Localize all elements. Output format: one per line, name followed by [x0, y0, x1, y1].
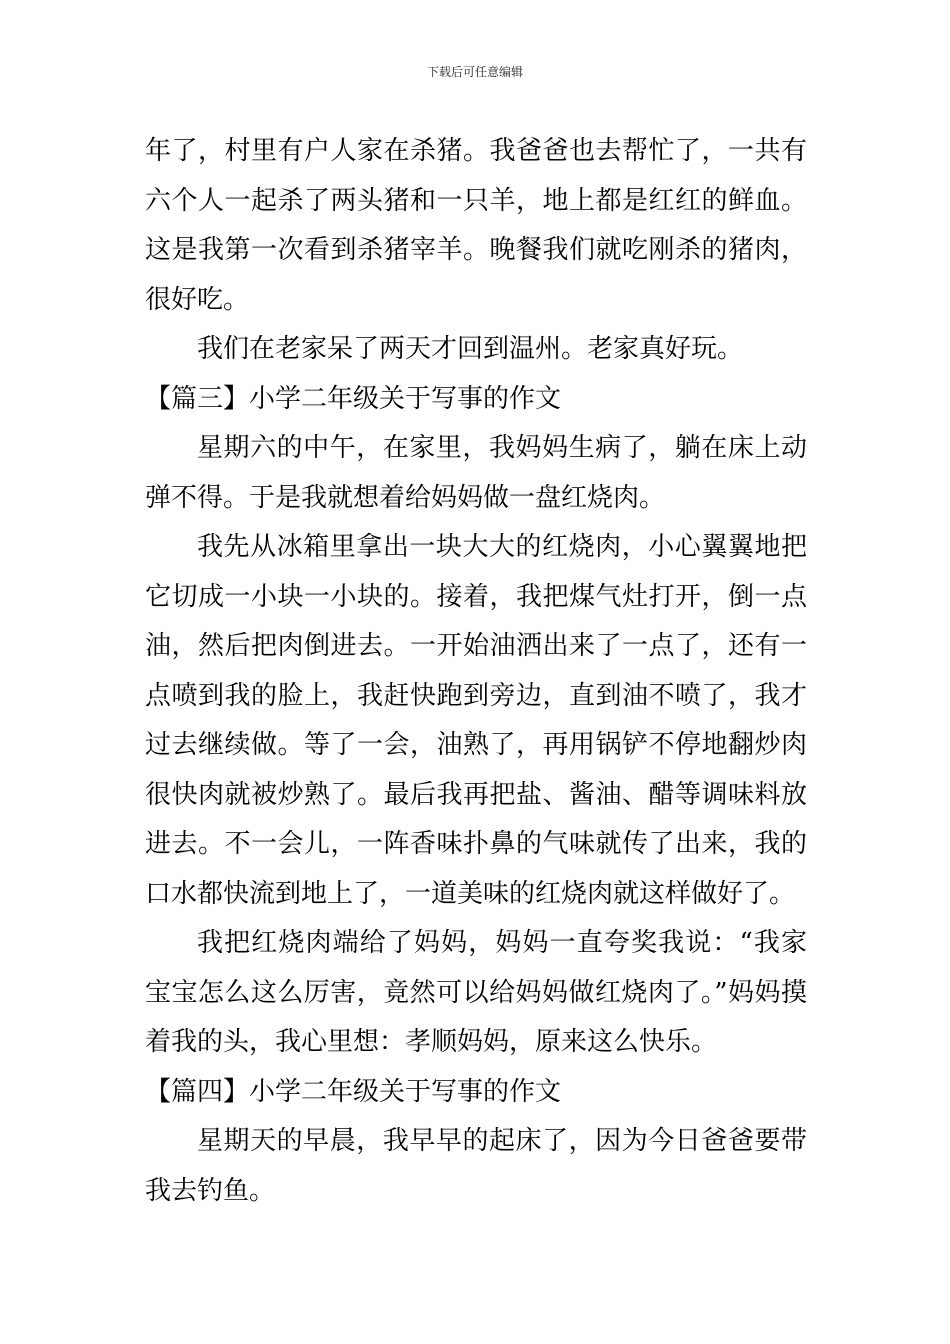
paragraph-1: 年了，村里有户人家在杀猪。我爸爸也去帮忙了，一共有六个人一起杀了两头猪和一只羊，地上都是红红的鲜血。这是我第一次看到杀猪宰羊。晚餐我们就吃刚杀的猪肉，很好吃。	[145, 136, 807, 315]
document-body	[145, 127, 807, 1216]
paragraph-2: 我们在老家呆了两天才回到温州。老家真好玩。	[197, 334, 744, 364]
section-heading-4: 【篇四】小学二年级关于写事的作文	[145, 1076, 562, 1107]
page-header: 下载后可任意编辑	[426, 65, 523, 79]
paragraph-6: 星期天的早晨，我早早的起床了，因为今日爸爸要带我去钓鱼。	[145, 1126, 807, 1206]
paragraph-4: 我先从冰箱里拿出一块大大的红烧肉，小心翼翼地把它切成一小块一小块的。接着，我把煤气灶打开，倒一点油，然后把肉倒进去。一开始油洒出来了一点了，还有一点喷到我的脸上，我赶快跑到旁边，直到油不喷了，我才过去继续做。等了一会，油熟了，再用锅铲不停地翻炒肉很快肉就被炒熟了。最后我再把盐、酱油、醋等调味料放进去。不一会儿，一阵香味扑鼻的气味就传了出来，我的口水都快流到地上了，一道美味的红烧肉就这样做好了。	[145, 532, 807, 909]
section-heading-3: 【篇三】小学二年级关于写事的作文	[145, 383, 562, 414]
paragraph-5: 我把红烧肉端给了妈妈，妈妈一直夸奖我说：“我家宝宝怎么这么厉害，竟然可以给妈妈做红烧肉了。”妈妈摸着我的头，我心里想：孝顺妈妈，原来这么快乐。	[145, 928, 807, 1057]
paragraph-3: 星期六的中午，在家里，我妈妈生病了，躺在床上动弹不得。于是我就想着给妈妈做一盘红烧肉。	[145, 433, 807, 513]
